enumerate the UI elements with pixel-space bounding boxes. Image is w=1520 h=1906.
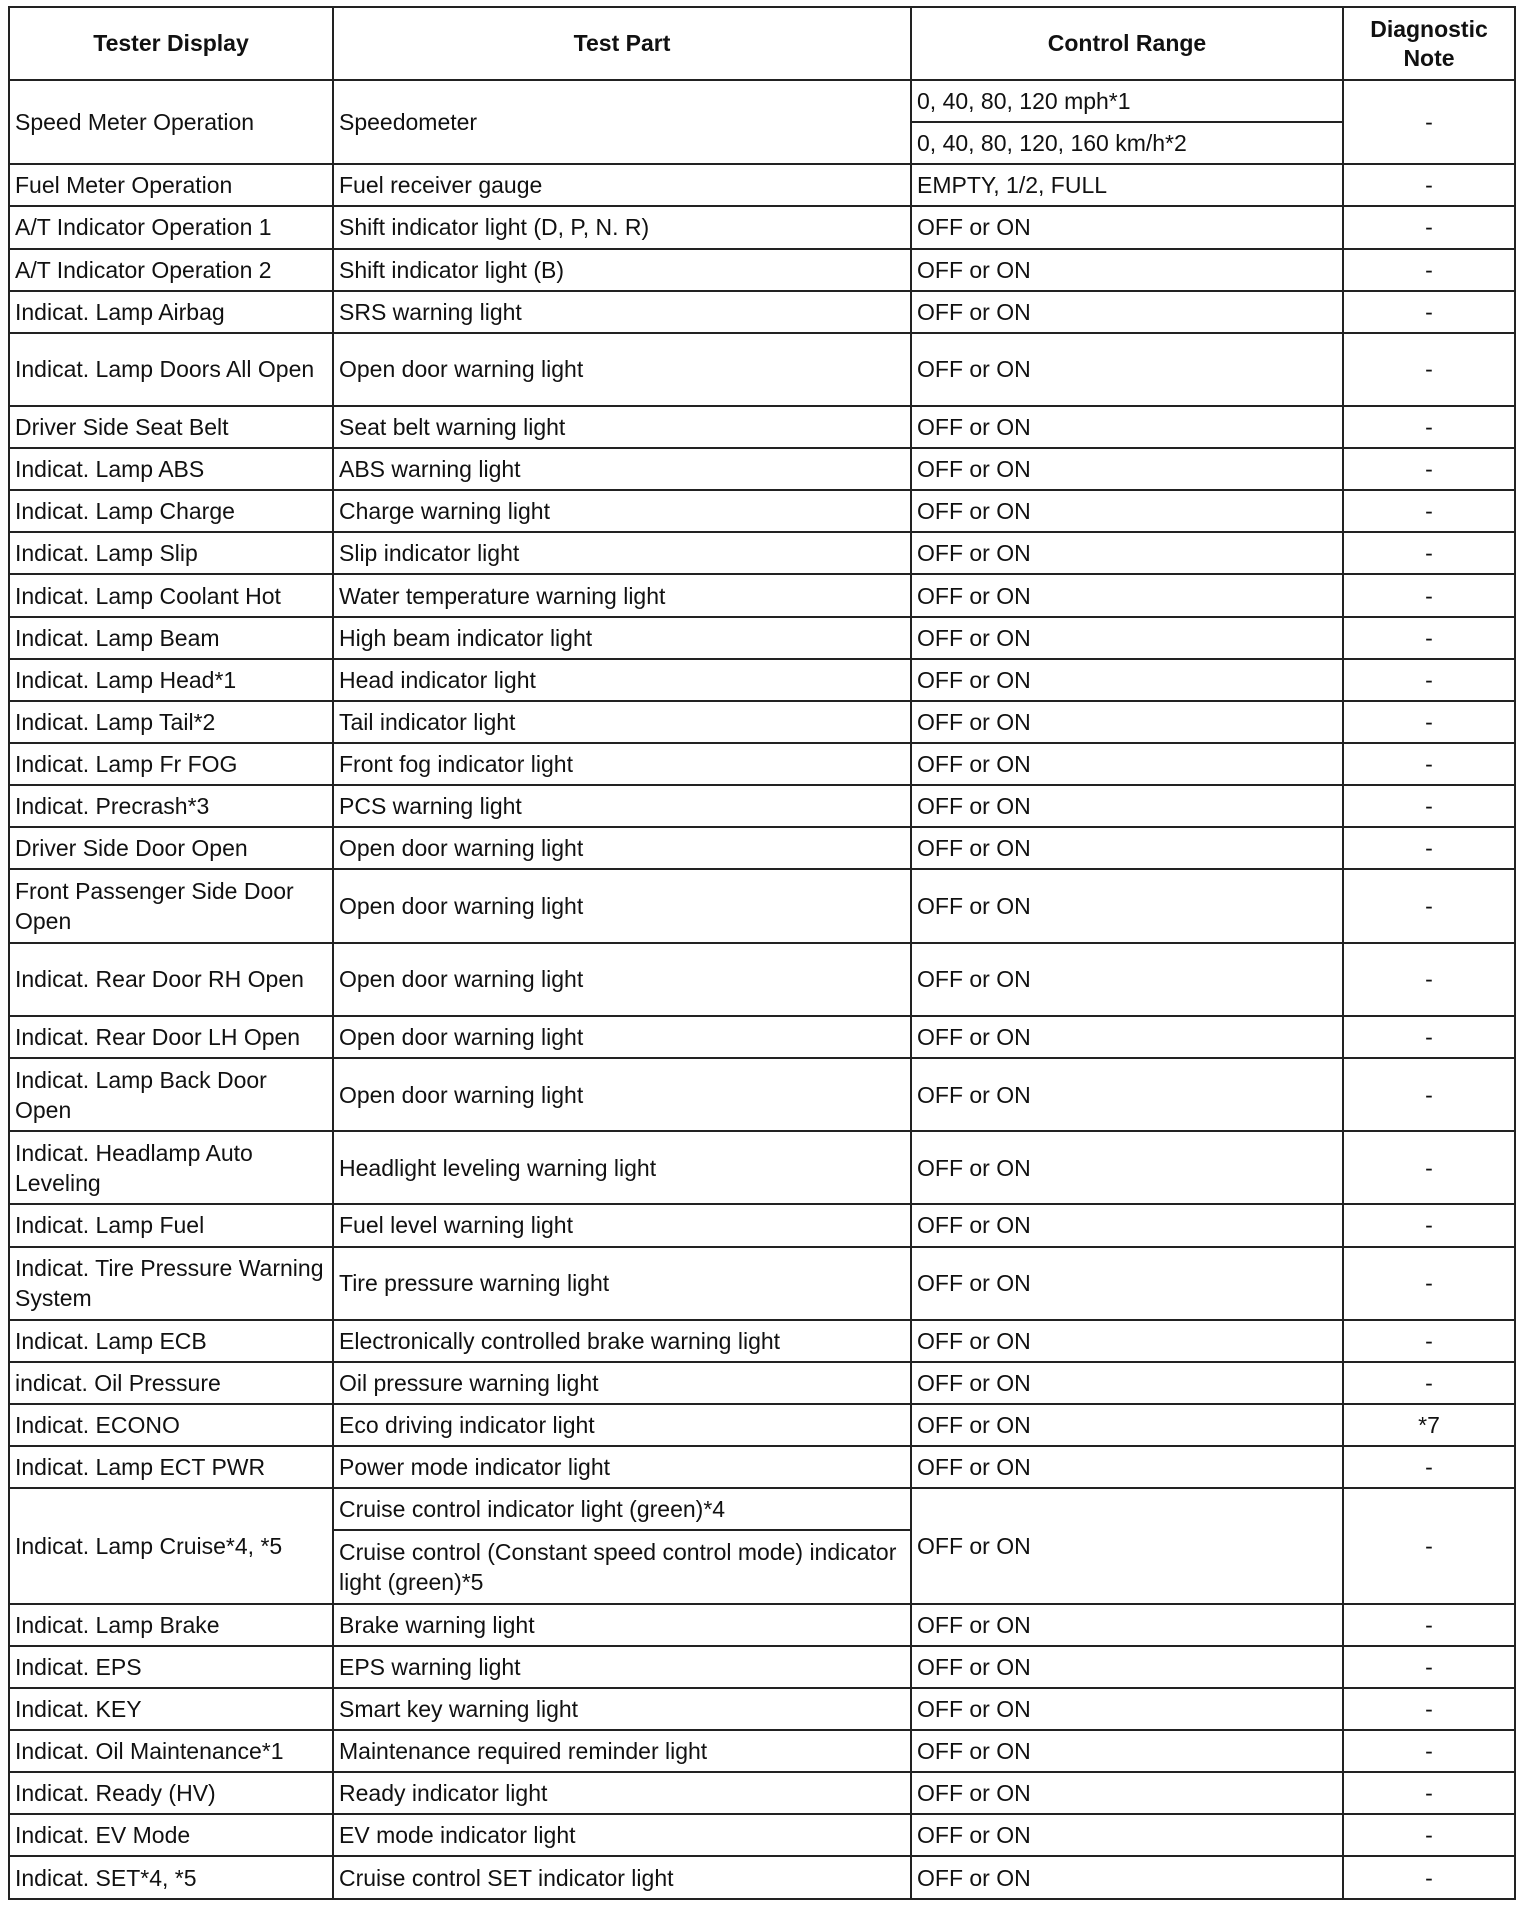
tester-display-cell: Indicat. Lamp ABS <box>9 448 333 490</box>
control-range-cell: 0, 40, 80, 120, 160 km/h*2 <box>911 122 1343 164</box>
diagnostic-note-cell: - <box>1343 490 1515 532</box>
tester-display-cell: Indicat. Ready (HV) <box>9 1772 333 1814</box>
table-row <box>9 80 1515 122</box>
test-part-cell: Tail indicator light <box>333 701 911 743</box>
tester-display-cell: Indicat. KEY <box>9 1688 333 1730</box>
test-part-cell: Ready indicator light <box>333 1772 911 1814</box>
diagnostic-note-cell: - <box>1343 1688 1515 1730</box>
test-part-cell: Fuel receiver gauge <box>333 164 911 206</box>
control-range-cell: OFF or ON <box>911 1131 1343 1204</box>
tester-display-cell: Indicat. Precrash*3 <box>9 785 333 827</box>
table-row <box>9 1604 1515 1646</box>
control-range-cell: OFF or ON <box>911 249 1343 291</box>
control-range-cell: OFF or ON <box>911 1856 1343 1899</box>
control-range-cell: OFF or ON <box>911 1730 1343 1772</box>
diagnostic-note-cell: - <box>1343 785 1515 827</box>
table-row <box>9 617 1515 659</box>
table-row <box>9 164 1515 206</box>
diagnostic-note-cell: - <box>1343 743 1515 785</box>
table-row <box>9 1016 1515 1058</box>
table-row <box>9 291 1515 333</box>
table-row <box>9 574 1515 616</box>
test-part-cell: Fuel level warning light <box>333 1204 911 1246</box>
table-row <box>9 1488 1515 1530</box>
diagnostic-note-cell: - <box>1343 1446 1515 1488</box>
table-row <box>9 869 1515 942</box>
control-range-cell: OFF or ON <box>911 406 1343 448</box>
diagnostic-note-cell: - <box>1343 943 1515 1016</box>
table-row <box>9 1446 1515 1488</box>
table-row <box>9 827 1515 869</box>
diagnostic-note-cell: - <box>1343 1730 1515 1772</box>
table-row <box>9 1772 1515 1814</box>
diagnostic-note-cell: - <box>1343 659 1515 701</box>
diagnostic-note-cell: - <box>1343 1058 1515 1131</box>
tester-display-cell: Indicat. Oil Maintenance*1 <box>9 1730 333 1772</box>
tester-display-cell: Speed Meter Operation <box>9 80 333 164</box>
diagnostic-note-cell: - <box>1343 1772 1515 1814</box>
test-part-cell: Open door warning light <box>333 827 911 869</box>
diagnostic-note-cell: - <box>1343 333 1515 406</box>
tester-display-cell: Indicat. Lamp ECB <box>9 1320 333 1362</box>
test-part-cell: Eco driving indicator light <box>333 1404 911 1446</box>
test-part-cell: Brake warning light <box>333 1604 911 1646</box>
table-row <box>9 1320 1515 1362</box>
control-range-cell: OFF or ON <box>911 1604 1343 1646</box>
tester-display-cell: Indicat. Lamp Fr FOG <box>9 743 333 785</box>
test-part-cell: Power mode indicator light <box>333 1446 911 1488</box>
test-part-cell: High beam indicator light <box>333 617 911 659</box>
table-row <box>9 406 1515 448</box>
test-part-cell: Head indicator light <box>333 659 911 701</box>
tester-display-cell: Indicat. ECONO <box>9 1404 333 1446</box>
diagnostic-note-cell: *7 <box>1343 1404 1515 1446</box>
tester-display-cell: Indicat. Lamp Back Door Open <box>9 1058 333 1131</box>
table-row <box>9 333 1515 406</box>
test-part-cell: Open door warning light <box>333 1058 911 1131</box>
test-part-cell: Oil pressure warning light <box>333 1362 911 1404</box>
tester-display-cell: Fuel Meter Operation <box>9 164 333 206</box>
control-range-cell: OFF or ON <box>911 617 1343 659</box>
test-part-cell: Seat belt warning light <box>333 406 911 448</box>
test-part-cell: ABS warning light <box>333 448 911 490</box>
tester-display-cell: Driver Side Seat Belt <box>9 406 333 448</box>
test-part-cell: Front fog indicator light <box>333 743 911 785</box>
test-part-cell: Speedometer <box>333 80 911 164</box>
table-row <box>9 1688 1515 1730</box>
control-range-cell: OFF or ON <box>911 574 1343 616</box>
diagnostic-note-cell: - <box>1343 164 1515 206</box>
test-part-cell: Charge warning light <box>333 490 911 532</box>
diagnostic-note-cell: - <box>1343 1362 1515 1404</box>
test-part-cell: Shift indicator light (B) <box>333 249 911 291</box>
control-range-cell: OFF or ON <box>911 1646 1343 1688</box>
table-row <box>9 1814 1515 1856</box>
table-row <box>9 206 1515 248</box>
tester-display-cell: Indicat. SET*4, *5 <box>9 1856 333 1899</box>
control-range-cell: OFF or ON <box>911 1058 1343 1131</box>
table-row <box>9 1404 1515 1446</box>
table-row <box>9 743 1515 785</box>
tester-display-cell: Indicat. Tire Pressure Warning System <box>9 1247 333 1320</box>
test-part-cell: Maintenance required reminder light <box>333 1730 911 1772</box>
diagnostic-note-cell: - <box>1343 1604 1515 1646</box>
control-range-cell: OFF or ON <box>911 827 1343 869</box>
tester-display-cell: A/T Indicator Operation 1 <box>9 206 333 248</box>
diagnostic-note-cell: - <box>1343 1320 1515 1362</box>
data-list-table <box>8 6 1516 1900</box>
table-row <box>9 1131 1515 1204</box>
control-range-cell: OFF or ON <box>911 1016 1343 1058</box>
diagnostic-note-cell: - <box>1343 617 1515 659</box>
tester-display-cell: Indicat. Headlamp Auto Leveling <box>9 1131 333 1204</box>
tester-display-cell: Indicat. Lamp Head*1 <box>9 659 333 701</box>
control-range-cell: OFF or ON <box>911 1362 1343 1404</box>
test-part-cell: Water temperature warning light <box>333 574 911 616</box>
tester-display-cell: Indicat. Lamp Coolant Hot <box>9 574 333 616</box>
control-range-cell: OFF or ON <box>911 659 1343 701</box>
tester-display-cell: Indicat. Lamp Doors All Open <box>9 333 333 406</box>
diagnostic-note-cell: - <box>1343 532 1515 574</box>
tester-display-cell: Indicat. Lamp Charge <box>9 490 333 532</box>
tester-display-cell: Indicat. EV Mode <box>9 1814 333 1856</box>
test-part-cell: EPS warning light <box>333 1646 911 1688</box>
diagnostic-note-cell: - <box>1343 1204 1515 1246</box>
diagnostic-note-cell: - <box>1343 206 1515 248</box>
table-row <box>9 1730 1515 1772</box>
diagnostic-note-cell: - <box>1343 291 1515 333</box>
control-range-cell: OFF or ON <box>911 532 1343 574</box>
test-part-cell: EV mode indicator light <box>333 1814 911 1856</box>
tester-display-cell: Indicat. Rear Door RH Open <box>9 943 333 1016</box>
table-row <box>9 1058 1515 1131</box>
test-part-cell: Cruise control (Constant speed control mode) indicator light (green)*5 <box>333 1530 911 1603</box>
control-range-cell: OFF or ON <box>911 291 1343 333</box>
test-part-cell: Cruise control indicator light (green)*4 <box>333 1488 911 1530</box>
control-range-cell: OFF or ON <box>911 1446 1343 1488</box>
tester-display-cell: Indicat. Lamp ECT PWR <box>9 1446 333 1488</box>
tester-display-cell: Driver Side Door Open <box>9 827 333 869</box>
control-range-cell: OFF or ON <box>911 1688 1343 1730</box>
tester-display-cell: Indicat. Lamp Fuel <box>9 1204 333 1246</box>
tester-display-cell: Indicat. Lamp Brake <box>9 1604 333 1646</box>
table-row <box>9 943 1515 1016</box>
table-row <box>9 1247 1515 1320</box>
control-range-cell: OFF or ON <box>911 333 1343 406</box>
control-range-cell: OFF or ON <box>911 743 1343 785</box>
diagnostic-note-cell: - <box>1343 574 1515 616</box>
tester-display-cell: Indicat. Lamp Cruise*4, *5 <box>9 1488 333 1603</box>
table-row <box>9 1362 1515 1404</box>
diagnostic-note-cell: - <box>1343 701 1515 743</box>
table-row <box>9 1646 1515 1688</box>
test-part-cell: SRS warning light <box>333 291 911 333</box>
control-range-cell: OFF or ON <box>911 1814 1343 1856</box>
diagnostic-note-cell: - <box>1343 1016 1515 1058</box>
header-diagnostic-note: Diagnostic Note <box>1343 7 1515 80</box>
diagnostic-note-cell: - <box>1343 80 1515 164</box>
diagnostic-note-cell: - <box>1343 406 1515 448</box>
test-part-cell: Cruise control SET indicator light <box>333 1856 911 1899</box>
tester-display-cell: indicat. Oil Pressure <box>9 1362 333 1404</box>
diagnostic-note-cell: - <box>1343 1488 1515 1603</box>
diagnostic-note-cell: - <box>1343 1131 1515 1204</box>
table-row <box>9 1204 1515 1246</box>
tester-display-cell: Indicat. Lamp Beam <box>9 617 333 659</box>
control-range-cell: OFF or ON <box>911 1204 1343 1246</box>
diagnostic-note-cell: - <box>1343 1247 1515 1320</box>
table-row <box>9 1856 1515 1899</box>
control-range-cell: OFF or ON <box>911 869 1343 942</box>
test-part-cell: Open door warning light <box>333 333 911 406</box>
control-range-cell: OFF or ON <box>911 1247 1343 1320</box>
test-part-cell: Open door warning light <box>333 1016 911 1058</box>
diagnostic-note-cell: - <box>1343 448 1515 490</box>
table-row <box>9 659 1515 701</box>
tester-display-cell: Indicat. EPS <box>9 1646 333 1688</box>
control-range-cell: OFF or ON <box>911 1488 1343 1603</box>
control-range-cell: OFF or ON <box>911 785 1343 827</box>
tester-display-cell: Indicat. Lamp Tail*2 <box>9 701 333 743</box>
control-range-cell: OFF or ON <box>911 490 1343 532</box>
control-range-cell: OFF or ON <box>911 701 1343 743</box>
test-part-cell: Shift indicator light (D, P, N. R) <box>333 206 911 248</box>
header-tester-display: Tester Display <box>9 7 333 80</box>
table-row <box>9 532 1515 574</box>
tester-display-cell: Indicat. Rear Door LH Open <box>9 1016 333 1058</box>
table-row <box>9 785 1515 827</box>
diagnostic-note-cell: - <box>1343 1814 1515 1856</box>
test-part-cell: Smart key warning light <box>333 1688 911 1730</box>
control-range-cell: OFF or ON <box>911 1320 1343 1362</box>
control-range-cell: 0, 40, 80, 120 mph*1 <box>911 80 1343 122</box>
header-control-range: Control Range <box>911 7 1343 80</box>
table-row <box>9 701 1515 743</box>
test-part-cell: Headlight leveling warning light <box>333 1131 911 1204</box>
table-row <box>9 448 1515 490</box>
test-part-cell: Open door warning light <box>333 943 911 1016</box>
control-range-cell: EMPTY, 1/2, FULL <box>911 164 1343 206</box>
test-part-cell: Open door warning light <box>333 869 911 942</box>
table-row <box>9 249 1515 291</box>
diagnostic-note-cell: - <box>1343 1856 1515 1899</box>
test-part-cell: PCS warning light <box>333 785 911 827</box>
control-range-cell: OFF or ON <box>911 206 1343 248</box>
header-row <box>9 7 1515 80</box>
test-part-cell: Tire pressure warning light <box>333 1247 911 1320</box>
control-range-cell: OFF or ON <box>911 1772 1343 1814</box>
control-range-cell: OFF or ON <box>911 448 1343 490</box>
test-part-cell: Electronically controlled brake warning light <box>333 1320 911 1362</box>
tester-display-cell: Indicat. Lamp Slip <box>9 532 333 574</box>
header-test-part: Test Part <box>333 7 911 80</box>
diagnostic-note-cell: - <box>1343 249 1515 291</box>
diagnostic-note-cell: - <box>1343 827 1515 869</box>
test-part-cell: Slip indicator light <box>333 532 911 574</box>
tester-display-cell: Front Passenger Side Door Open <box>9 869 333 942</box>
control-range-cell: OFF or ON <box>911 943 1343 1016</box>
tester-display-cell: Indicat. Lamp Airbag <box>9 291 333 333</box>
diagnostic-note-cell: - <box>1343 869 1515 942</box>
diagnostic-note-cell: - <box>1343 1646 1515 1688</box>
table-row <box>9 490 1515 532</box>
tester-display-cell: A/T Indicator Operation 2 <box>9 249 333 291</box>
control-range-cell: OFF or ON <box>911 1404 1343 1446</box>
